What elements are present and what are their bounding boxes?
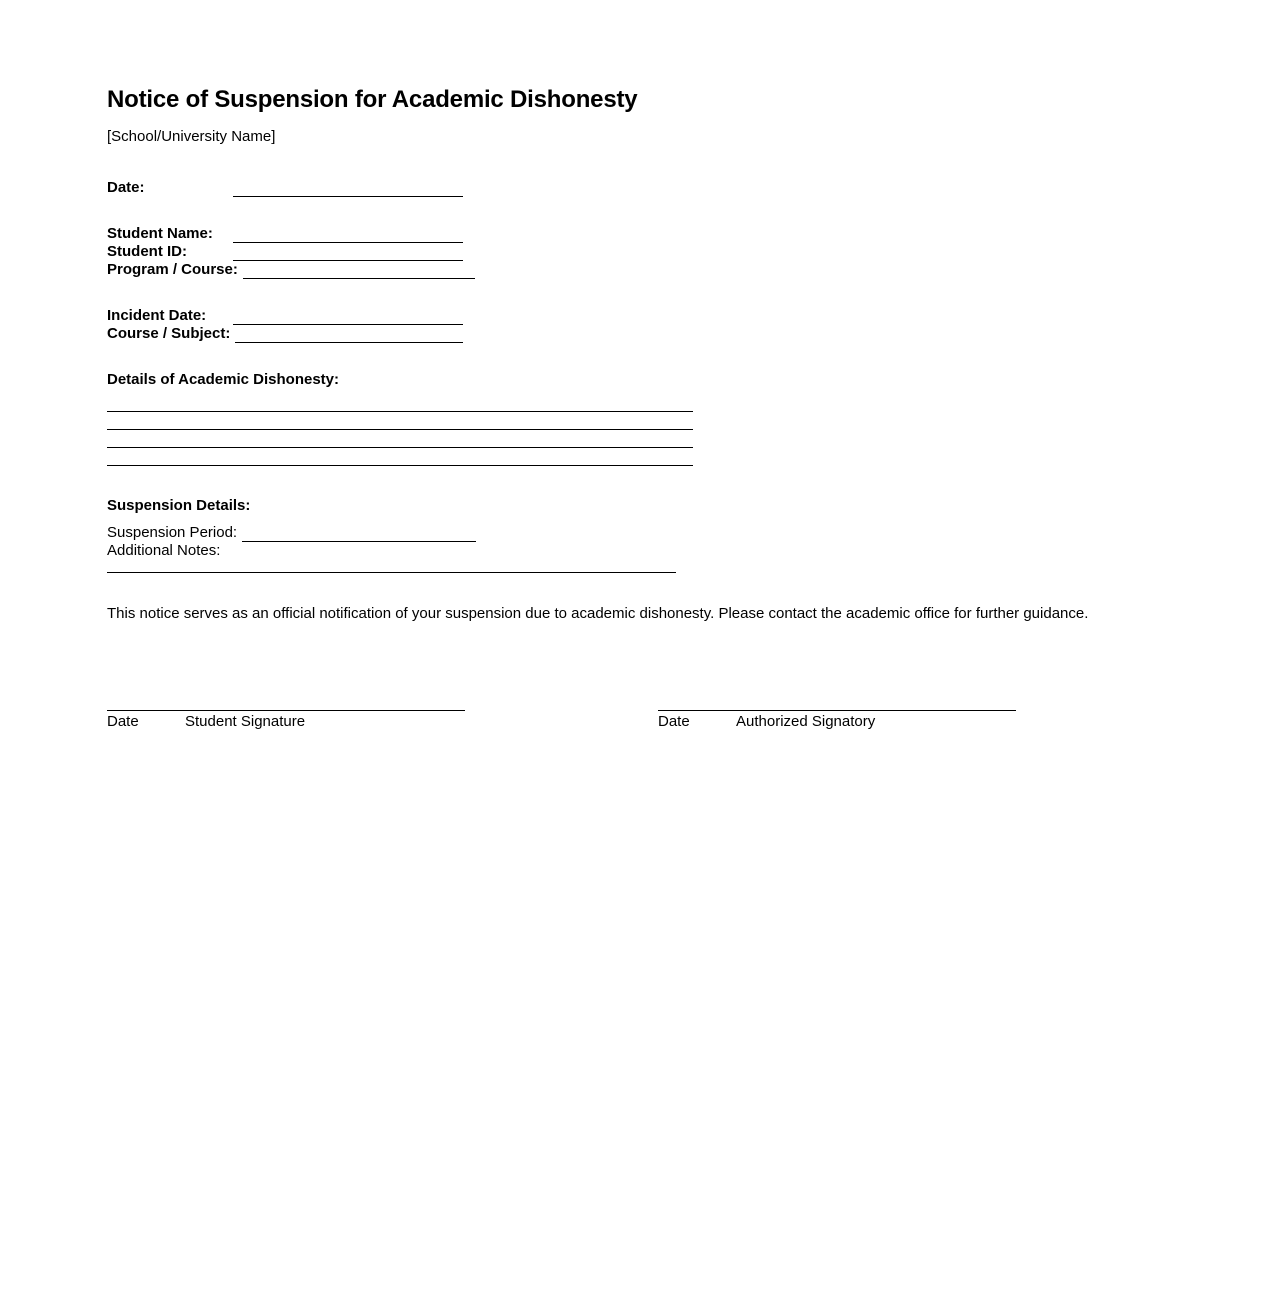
program-course-fill-line[interactable]	[243, 263, 475, 279]
student-id-label: Student ID:	[107, 243, 187, 260]
details-line-4[interactable]	[107, 448, 693, 466]
course-subject-row	[107, 325, 1271, 343]
signature-row	[107, 710, 1271, 731]
suspension-period-row	[107, 524, 1271, 542]
additional-notes-label: Additional Notes:	[107, 542, 221, 559]
date-field-row	[107, 179, 1271, 197]
student-id-row	[107, 243, 1271, 261]
school-name-placeholder: [School/University Name]	[107, 128, 276, 145]
suspension-period-fill-line[interactable]	[242, 526, 476, 542]
date-label: Date:	[107, 179, 145, 196]
student-name-label: Student Name:	[107, 225, 213, 242]
student-info-block	[107, 225, 1271, 279]
student-signature-block[interactable]	[107, 710, 465, 731]
student-signature-labels	[107, 713, 465, 731]
additional-notes-fill-line[interactable]	[107, 560, 676, 573]
student-name-fill-line[interactable]	[233, 227, 463, 243]
incident-date-label: Incident Date:	[107, 307, 207, 324]
incident-date-fill-line[interactable]	[233, 309, 463, 325]
incident-date-row	[107, 307, 1271, 325]
course-subject-fill-line[interactable]	[235, 327, 463, 343]
document-content	[107, 0, 1271, 731]
notice-paragraph: This notice serves as an official notification of your suspension due to academic dishonesty. Please contact the academic office for further guidance.	[107, 605, 1089, 622]
incident-info-block	[107, 307, 1271, 343]
authorized-signatory-date-label: Date	[658, 713, 690, 730]
details-line-1[interactable]	[107, 394, 693, 412]
student-signature-role-label: Student Signature	[185, 713, 306, 730]
details-line-2[interactable]	[107, 412, 693, 430]
authorized-signatory-role-label: Authorized Signatory	[736, 713, 876, 730]
details-ruled-lines	[107, 394, 1271, 466]
date-fill-line[interactable]	[233, 181, 463, 197]
student-signature-date-label: Date	[107, 713, 139, 730]
authorized-signatory-labels	[658, 713, 1016, 731]
program-course-label: Program / Course:	[107, 261, 238, 278]
suspension-section-heading: Suspension Details:	[107, 497, 251, 514]
suspension-period-label: Suspension Period:	[107, 524, 238, 541]
page-title: Notice of Suspension for Academic Dishonesty	[107, 86, 638, 113]
program-course-row	[107, 261, 1271, 279]
details-section-heading: Details of Academic Dishonesty:	[107, 371, 340, 388]
course-subject-label: Course / Subject:	[107, 325, 231, 342]
authorized-signatory-block[interactable]	[658, 710, 1016, 731]
details-line-3[interactable]	[107, 430, 693, 448]
student-id-fill-line[interactable]	[233, 245, 463, 261]
student-name-row	[107, 225, 1271, 243]
